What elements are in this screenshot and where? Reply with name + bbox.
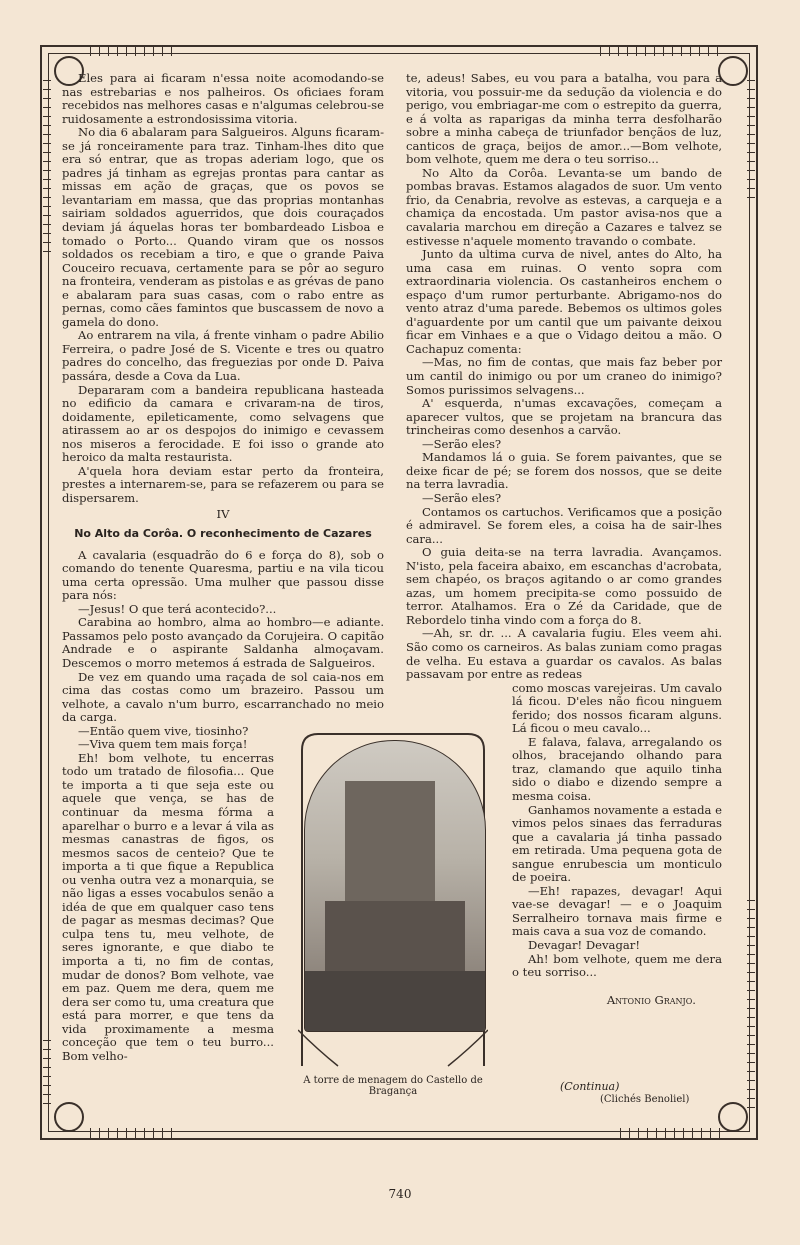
corner-ornament: [54, 1102, 84, 1132]
paragraph: No dia 6 abalaram para Salgueiros. Alguns ficaram-se já ronceiramente para traz. Tinham-lhes dito que era só entrar, que as tropas aderiam logo, que os padres já tinham as egrejas prontas para cantar as missas em ação de graças, que os povos se levantariam em massa, que das proprias montanhas sairiam soldados aguerridos, que dois couraçados deviam já áquelas horas ter bombardeado Lisboa e tomado o Porto... Quando viram que os nossos soldados os recebiam a tiro, e que o grande Paiva Couceiro recuava, certamente para se pôr ao seguro na fronteira, venderam as pistolas e as grévas de pano e abalaram para suas casas, com o rabo entre as pernas, como cães famintos que buscassem de novo a gamela do dono.: [62, 125, 384, 329]
ornament-right: [747, 80, 755, 200]
paragraph: Ao entrarem na vila, á frente vinham o padre Abilio Ferreira, o padre José de S. Vicente e tres ou quatro padres do concelho, das freguezias por onde D. Paiva passára, desde a Cova da Lua.: [62, 328, 384, 384]
paragraph: Eh! bom velhote, tu encerras todo um tratado de filosofia... Que te importa a ti que seja este ou aquele que vença, se has de continuar da mesma fórma a aparelhar o burro e a levar á vila as mesmas canastras de figos, os mesmos sacos de centeio? Que te importa a ti que fique a Republica ou venha outra vez a monarquia, se não ligas a esses vocabulos senão a idéa de que em qualquer caso tens de pagar as mesmas decimas? Que culpa tens tu, meu velhote, de seres ignorante, e que diabo te importa a ti, no fim de contas, mudar de donos? Bom velhote, vae em paz. Quem me dera, quem me dera ser como tu, uma creatura que está para morrer, e que tens da vida proximamente a mesma conceção que tem o teu burro... Bom velho-: [62, 750, 274, 1063]
narrow-text-block: [62, 725, 274, 1064]
paragraph: como moscas varejeiras. Um cavalo lá ficou. D'eles não ficou ninguem ferido; dos nossos ficaram alguns. Lá ficou o meu cavalo...: [512, 680, 722, 736]
page-number: 740: [388, 1187, 412, 1201]
ornament-bottom-left: [90, 1128, 180, 1138]
paragraph: —Então quem vive, tiosinho?: [78, 723, 249, 738]
paragraph: —Ah, sr. dr. ... A cavalaria fugiu. Eles veem ahi. São como os carneiros. As balas zuniam como pragas de velha. Eu estava a guardar os cavalos. As balas passavam por entre as redeas: [406, 626, 722, 682]
paragraph: —Serão eles?: [422, 436, 502, 451]
castle-tower-photo: [304, 740, 486, 1032]
paragraph: Ganhamos novamente a estada e vimos pelos sinaes das ferraduras que a cavalaria já tinha passado em retirada. Uma pequena gota de sangue enrubescia um monticulo de poeira.: [512, 802, 722, 885]
paragraph: A' esquerda, n'umas excavações, começam a aparecer vultos, que se projetam na brancura das trincheiras como desenhos a carvão.: [406, 396, 722, 438]
paragraph: Mandamos lá o guia. Se forem paivantes, que se deixe ficar de pé; se forem dos nossos, que se deite na terra lavradia.: [406, 450, 722, 492]
paragraph: Junto da ultima curva de nivel, antes do Alto, ha uma casa em ruinas. O vento sopra com extraordinaria violencia. Os castanheiros enchem o espaço d'um rumor perturbante. Abrigamo-nos do vento atraz d'uma parede. Bebemos os ultimos goles d'aguardente por um cantil que um paivante deixou ficar em Vinhaes e a que o Vidago deitou a mão. O Cachapuz comenta:: [406, 247, 722, 356]
narrow-text-block: [512, 682, 722, 1008]
corner-ornament: [718, 1102, 748, 1132]
paragraph: Ah! bom velhote, quem me dera o teu sorriso...: [512, 951, 722, 980]
corner-ornament: [718, 56, 748, 86]
ornament-left: [43, 80, 51, 260]
ornament-top-left: [90, 46, 180, 56]
paragraph: —Viva quem tem mais força!: [78, 737, 248, 752]
ornament-right-lower: [747, 900, 755, 1110]
ground-shape: [305, 971, 485, 1031]
section-number: IV: [216, 506, 230, 521]
paragraph: —Serão eles?: [422, 490, 502, 505]
paragraph: A cavalaria (esquadrão do 6 e força do 8), sob o comando do tenente Quaresma, partiu e na vila ticou uma certa opressão. Uma mulher que passou disse para nós:: [62, 547, 384, 603]
paragraph: O guia deita-se na terra lavradia. Avançamos. N'isto, pela faceira abaixo, em escanchas d'acrobata, sem chapéo, os braços agitando o ar como grandes azas, um homem precipita-se como possuido de terror. Atalhamos. Era o Zé da Caridade, que de Rebordelo tinha vindo com a força do 8.: [406, 545, 722, 627]
photo-credit: (Clichés Benoliel): [600, 1094, 690, 1105]
paragraph: te, adeus! Sabes, eu vou para a batalha, vou para a vitoria, vou possuir-me da sedução da violencia e do perigo, vou embriagar-me com o estrepito da guerra, e á volta as raparigas da minha terra desfolharão sobre a minha cabeça de triunfador bençãos de luz, canticos de graça, beijos de amor...—Bom velhote, bom velhote, quem me dera o teu sorriso...: [406, 71, 722, 167]
paragraph: Eles para ai ficaram n'essa noite acomodando-se nas estrebarias e nos palheiros. Os oficiaes foram recebidos nas melhores casas e n'algumas celebrou-se ruidosamente a estrondosissima vitoria.: [62, 71, 384, 126]
continua-note: (Continua): [560, 1080, 620, 1093]
buildings-shape: [325, 901, 465, 971]
paragraph: De vez em quando uma raçada de sol caia-nos em cima das costas como um brazeiro. Passou um velhote, a cavalo n'um burro, escarranchado no meio da carga.: [62, 669, 384, 725]
paragraph: —Eh! rapazes, devagar! Aqui vae-se devagar! — e o Joaquim Serralheiro tornava mais firme e mais cava a sua voz de comando.: [512, 883, 722, 939]
paragraph: —Mas, no fim de contas, que mais faz beber por um cantil do inimigo ou por um craneo do inimigo? Somos purissimos selvagens...: [406, 355, 722, 397]
paragraph: Depararam com a bandeira republicana hasteada no edificio da camara e crivaram-na de tiros, doidamente, epileticamente, como selvagens que atirassem ao ar os despojos do inimigo e cevassem nos miseros a ferocidade. E foi isso o grande ato heroico da malta restaurista.: [62, 382, 384, 465]
paragraph: Contamos os cartuchos. Verificamos que a posição é admiravel. Se forem eles, a coisa ha de sair-lhes cara...: [406, 504, 722, 546]
paragraph: No Alto da Corôa. Levanta-se um bando de pombas bravas. Estamos alagados de suor. Um vento frio, da Cenabria, revolve as estevas, a carqueja e a chamiça da encostada. Um pastor avisa-nos que a cavalaria marchou em direção a Cazares e talvez se estivesse n'aquele momento travando o combate.: [406, 165, 722, 248]
paragraph: Devagar! Devagar!: [528, 938, 640, 952]
paragraph: A'quela hora deviam estar perto da fronteira, prestes a internarem-se, para se refazerem ou para se dispersarem.: [62, 463, 384, 505]
section-heading: No Alto da Corôa. O reconhecimento de Cazares: [74, 527, 372, 541]
ornament-bottom-right: [620, 1128, 720, 1138]
paragraph: E falava, falava, arregalando os olhos, bracejando olhando para traz, clamando que aquilo tinha sido o diabo e dizendo sempre a mesma coisa.: [512, 734, 722, 803]
photo-caption: A torre de menagem do Castello de Bragança: [303, 1075, 483, 1097]
ornament-top-right: [600, 46, 720, 56]
paragraph: —Jesus! O que terá acontecido?...: [78, 601, 277, 616]
author-signature: Antonio Granjo.: [606, 992, 696, 1007]
paragraph: Carabina ao hombro, alma ao hombro—e adiante. Passamos pelo posto avançado da Corujeira. O capitão Andrade e o aspirante Saldanha almoçavam. Descemos o morro metemos á estrada de Salgueiros.: [62, 615, 384, 670]
ornament-left-lower: [43, 1040, 51, 1110]
